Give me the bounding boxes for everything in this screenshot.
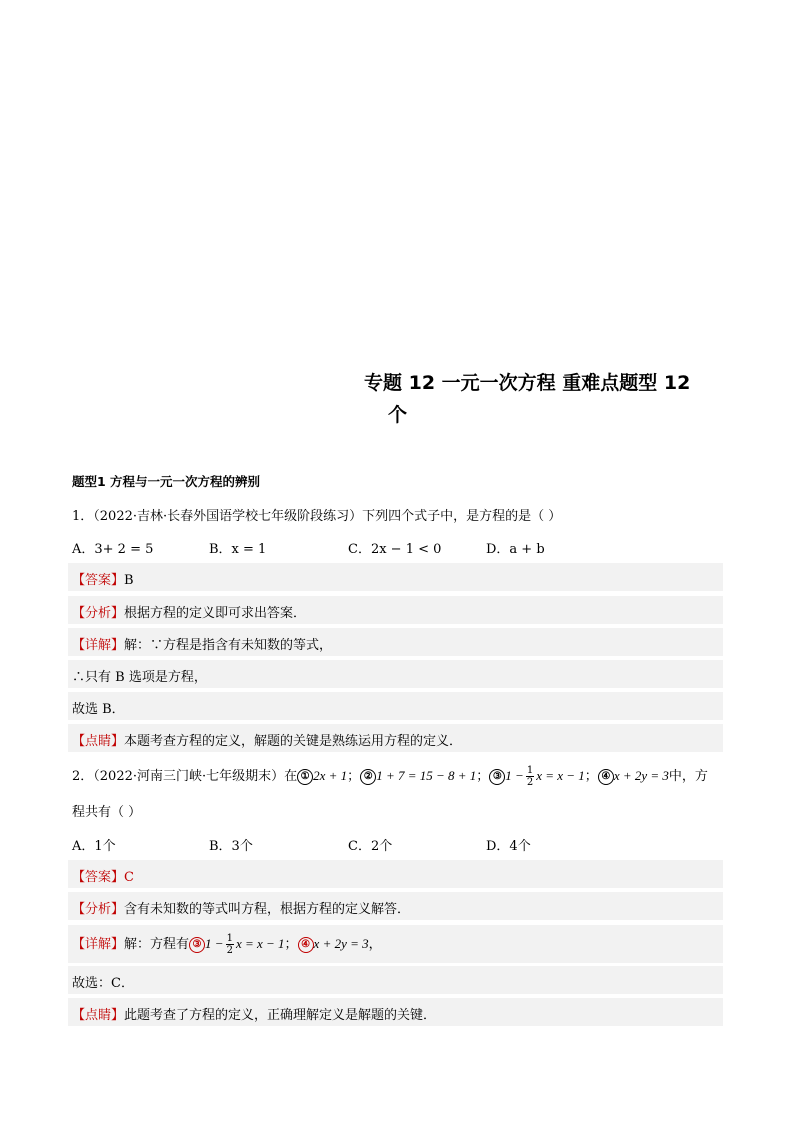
- q2-analysis-row: [68, 892, 723, 920]
- comment-tag: 【点睛】: [72, 734, 125, 749]
- expr-4: x + 2y = 3: [313, 936, 369, 951]
- detail-text-3: 故选：C．: [72, 976, 134, 991]
- q2-option-d: D．4个: [486, 839, 531, 854]
- separator: ，: [368, 937, 382, 952]
- separator: ；: [476, 769, 490, 784]
- circled-2: ②: [360, 769, 376, 785]
- comment-text: 此题考查了方程的定义，正确理解定义是解题的关键．: [124, 1008, 437, 1023]
- expr-2: 1 + 7 = 15 − 8 + 1: [376, 768, 477, 783]
- question-2-stem: [72, 765, 708, 788]
- q2-comment-row: [68, 998, 723, 1026]
- answer-value: B: [124, 573, 134, 588]
- circled-4: ④: [598, 769, 614, 785]
- detail-text-3: 故选 B．: [72, 702, 125, 717]
- analysis-tag: 【分析】: [72, 606, 125, 621]
- q1-option-c: C．2x − 1 < 0: [348, 542, 442, 557]
- detail-text-2: ∴只有 B 选项是方程，: [72, 670, 207, 685]
- fraction-half: [526, 765, 534, 788]
- q1-detail-row: [68, 628, 723, 656]
- expr-3-suffix: x = x − 1: [235, 936, 285, 951]
- q2-answer-row: [68, 860, 723, 888]
- detail-text: 解：∵方程是指含有未知数的等式，: [124, 638, 333, 653]
- q1-analysis-row: [68, 596, 723, 624]
- fraction-half: [226, 933, 234, 956]
- q1-option-d: D．a + b: [486, 542, 545, 557]
- fraction-denominator: 2: [226, 945, 233, 956]
- q2-option-c: C．2个: [348, 839, 393, 854]
- answer-value: C: [124, 870, 134, 885]
- q2-stem-suffix: 中，方: [668, 769, 708, 784]
- circled-1: ①: [297, 769, 313, 785]
- fraction-numerator: 1: [226, 933, 233, 944]
- analysis-text: 根据方程的定义即可求出答案．: [124, 606, 307, 621]
- q2-detail-row: [68, 925, 723, 963]
- q2-option-b: B．3个: [209, 839, 253, 854]
- separator: ；: [347, 769, 361, 784]
- fraction-numerator: 1: [526, 765, 534, 776]
- fraction-denominator: 2: [526, 777, 534, 788]
- expr-4: x + 2y = 3: [613, 768, 669, 783]
- expr-3-suffix: x = x − 1: [536, 768, 585, 783]
- q1-answer-row: [68, 563, 723, 591]
- q1-option-a: A．3+ 2 = 5: [72, 542, 154, 557]
- q1-comment-row: [68, 724, 723, 752]
- comment-tag: 【点睛】: [72, 1008, 125, 1023]
- detail-text: 解：方程有: [124, 937, 190, 952]
- section-heading: 题型1 方程与一元一次方程的辨别: [72, 474, 261, 489]
- q1-option-b: B．x = 1: [209, 542, 267, 557]
- analysis-tag: 【分析】: [72, 902, 125, 917]
- title-line-2: 个: [388, 404, 408, 426]
- separator: ；: [584, 769, 598, 784]
- expr-3-prefix: 1 −: [205, 936, 224, 951]
- q2-option-a: A．1个: [72, 839, 116, 854]
- circled-3: ③: [489, 769, 505, 785]
- expr-1: 2x + 1: [313, 768, 348, 783]
- circled-4: ④: [298, 937, 314, 953]
- document-title: [364, 367, 724, 431]
- circled-3: ③: [189, 937, 205, 953]
- analysis-text: 含有未知数的等式叫方程，根据方程的定义解答．: [124, 902, 411, 917]
- q1-detail-row-2: [68, 660, 723, 688]
- question-2-stem-line-2: 程共有（ ）: [72, 805, 142, 820]
- answer-tag: 【答案】: [72, 573, 125, 588]
- q2-detail-row-2: [68, 966, 723, 994]
- detail-tag: 【详解】: [72, 638, 125, 653]
- expr-3-prefix: 1 −: [505, 768, 524, 783]
- detail-tag: 【详解】: [72, 937, 125, 952]
- comment-text: 本题考查方程的定义，解题的关键是熟练运用方程的定义．: [124, 734, 463, 749]
- q2-stem-prefix: 2．（2022·河南三门峡·七年级期末）在: [72, 769, 298, 784]
- title-line-1: 专题 12 一元一次方程 重难点题型 12: [364, 372, 691, 394]
- answer-tag: 【答案】: [72, 870, 125, 885]
- separator: ；: [284, 937, 298, 952]
- question-1-stem: 1．（2022·吉林·长春外国语学校七年级阶段练习）下列四个式子中，是方程的是（ ）: [72, 509, 562, 524]
- q1-detail-row-3: [68, 692, 723, 720]
